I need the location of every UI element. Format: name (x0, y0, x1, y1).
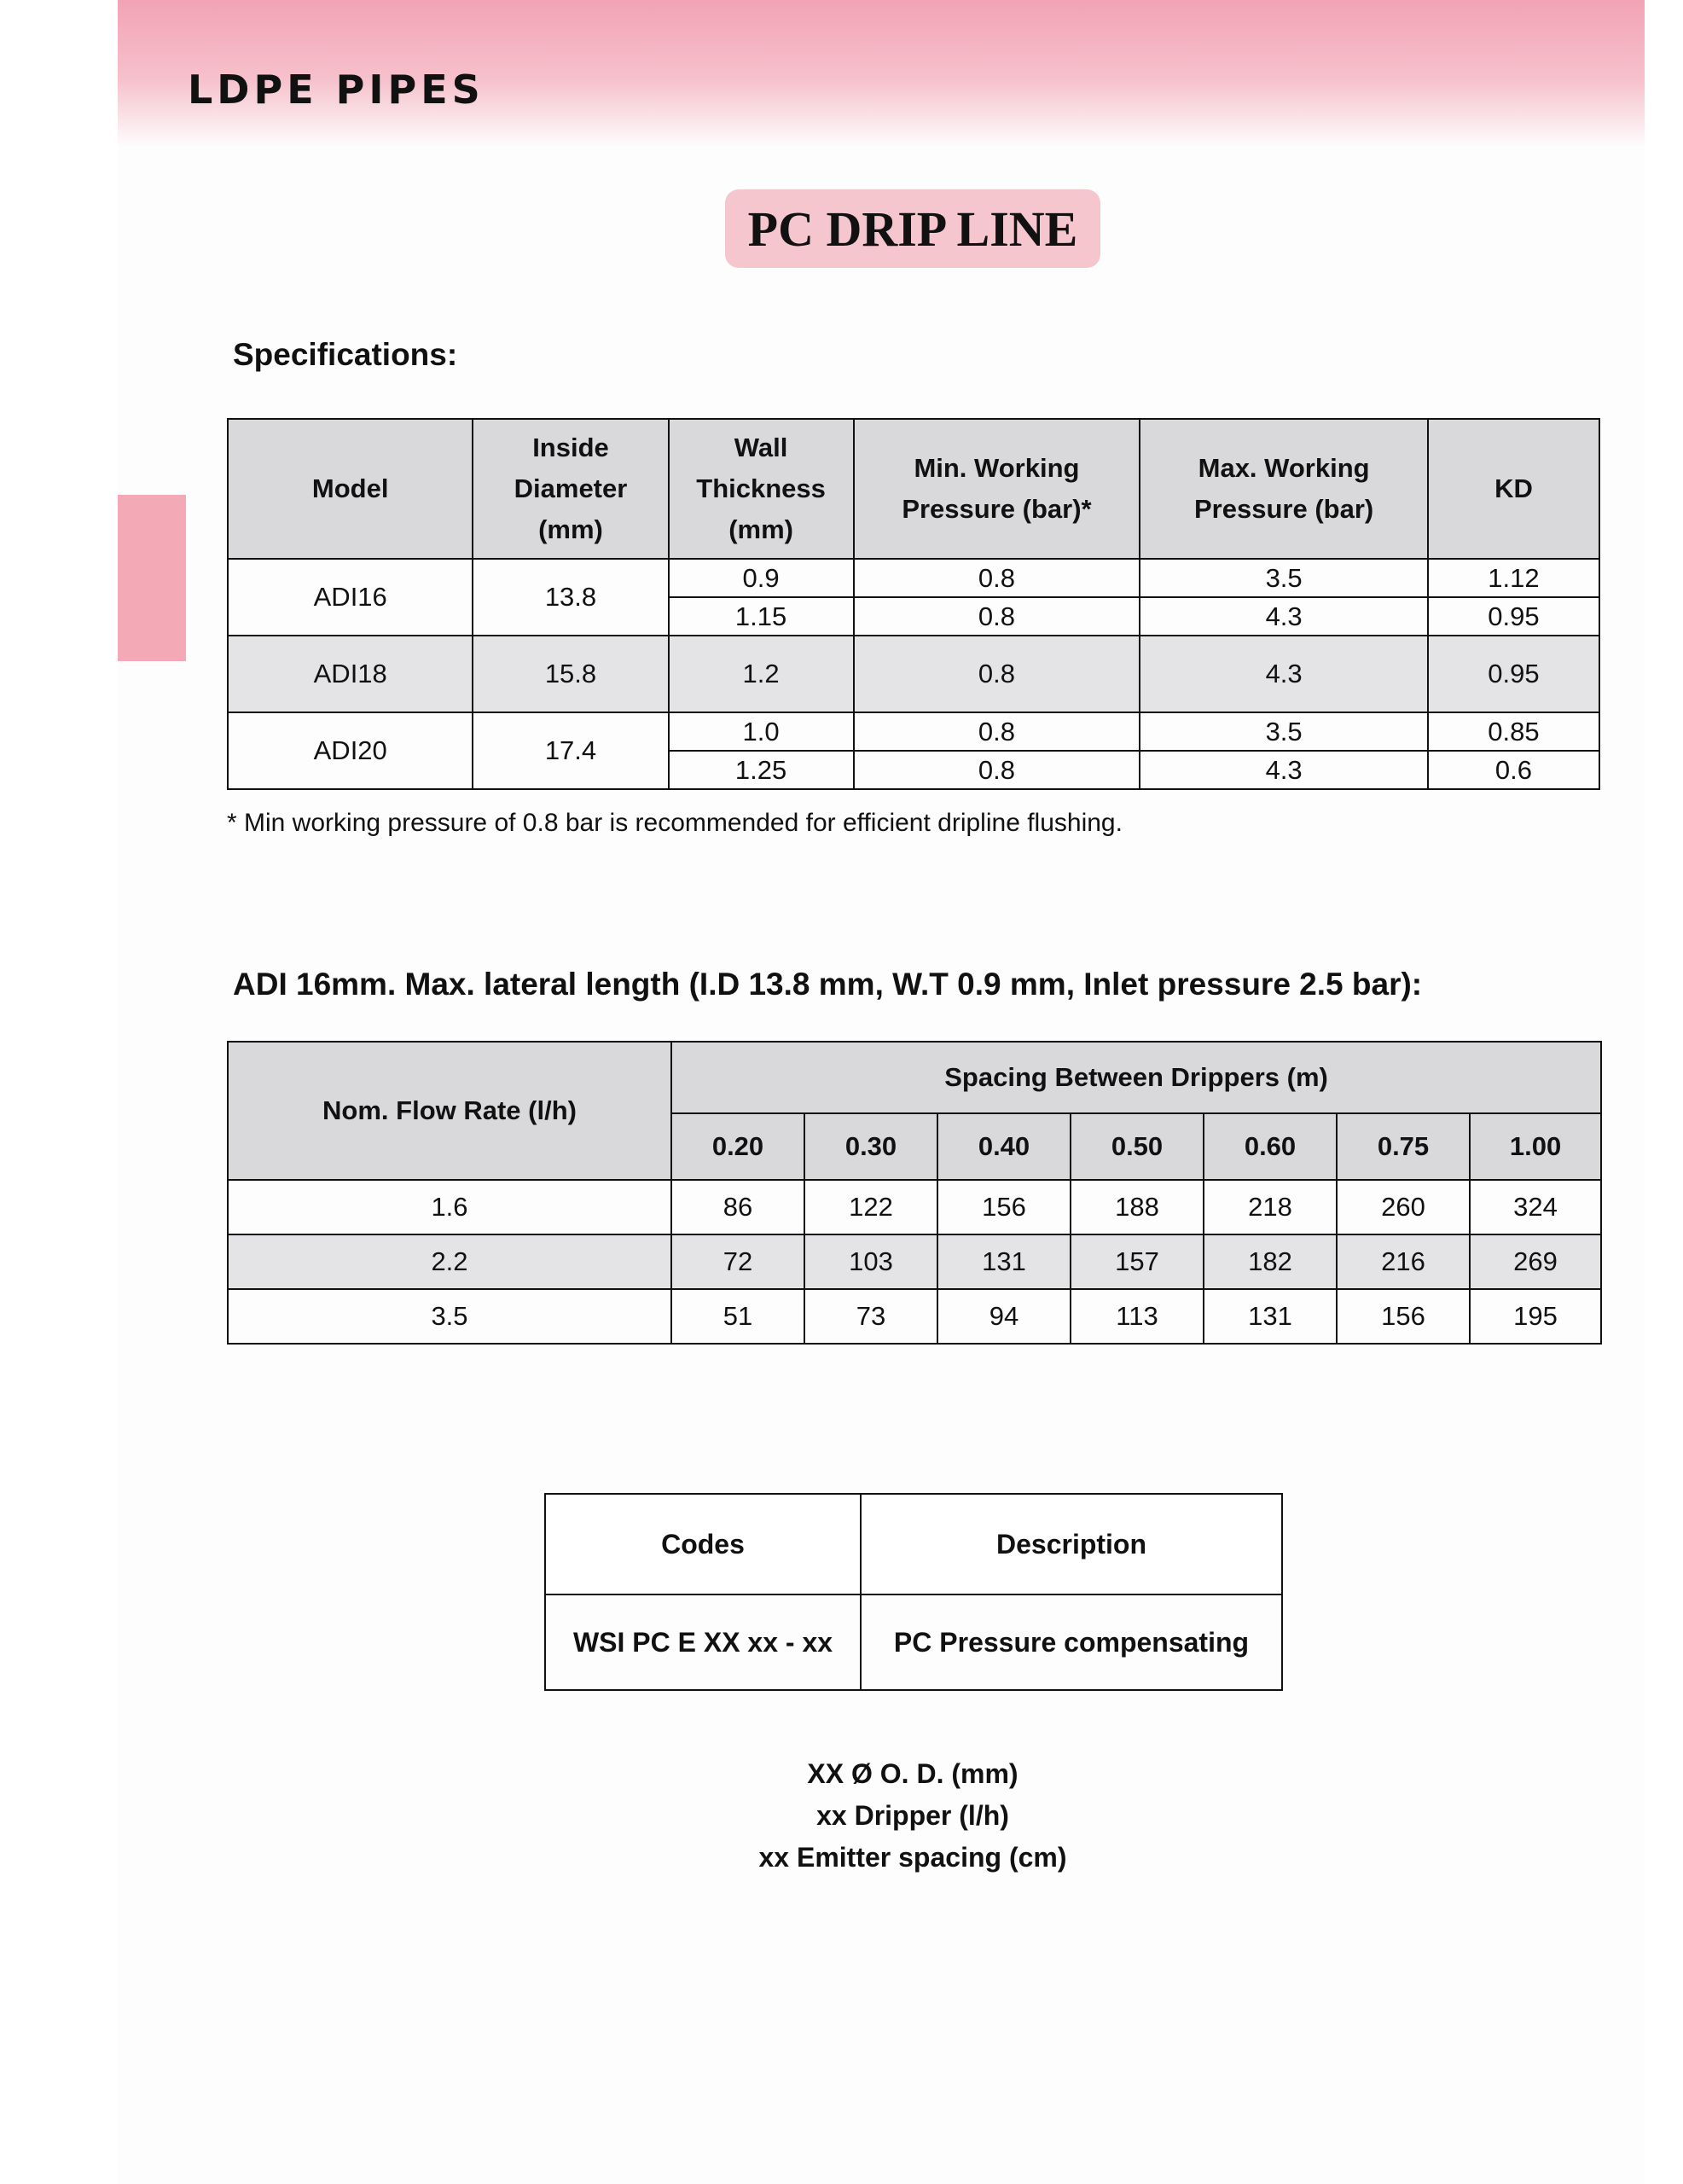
cell-kd: 0.85 (1428, 712, 1599, 751)
header-flow-rate: Nom. Flow Rate (l/h) (228, 1042, 671, 1180)
header-description: Description (861, 1494, 1282, 1594)
spec-row (228, 636, 1599, 712)
lateral-row (228, 1289, 1601, 1344)
header-min-pressure (854, 419, 1140, 559)
cell-length: 216 (1337, 1234, 1470, 1289)
header-spacing-value: 0.30 (804, 1113, 937, 1180)
cell-model: ADI20 (228, 712, 473, 789)
cell-length: 195 (1470, 1289, 1601, 1344)
header-spacing-value: 1.00 (1470, 1113, 1601, 1180)
side-color-tab (118, 495, 186, 661)
cell-length: 72 (671, 1234, 804, 1289)
header-max-pressure (1140, 419, 1428, 559)
lateral-length-table (227, 1041, 1602, 1345)
lateral-row (228, 1234, 1601, 1289)
header-line: Wall (734, 433, 788, 462)
cell-min-pressure: 0.8 (854, 712, 1140, 751)
cell-length: 73 (804, 1289, 937, 1344)
header-title: LDPE PIPES (188, 67, 485, 113)
cell-min-pressure: 0.8 (854, 636, 1140, 712)
cell-max-pressure: 4.3 (1140, 751, 1428, 789)
cell-min-pressure: 0.8 (854, 597, 1140, 636)
cell-length: 51 (671, 1289, 804, 1344)
codes-row (545, 1594, 1282, 1690)
cell-flow-rate: 3.5 (228, 1289, 671, 1344)
cell-wall-thickness: 1.0 (669, 712, 854, 751)
cell-kd: 0.6 (1428, 751, 1599, 789)
cell-inside-diameter: 13.8 (473, 559, 668, 636)
cell-inside-diameter: 17.4 (473, 712, 668, 789)
code-legend-line: xx Dripper (l/h) (816, 1800, 1009, 1831)
cell-flow-rate: 1.6 (228, 1180, 671, 1234)
cell-wall-thickness: 1.25 (669, 751, 854, 789)
cell-length: 156 (1337, 1289, 1470, 1344)
lateral-heading: ADI 16mm. Max. lateral length (I.D 13.8 mm, W.T 0.9 mm, Inlet pressure 2.5 bar): (233, 967, 1423, 1002)
header-line: Diameter (514, 473, 628, 503)
header-line: Thickness (696, 473, 826, 503)
cell-length: 188 (1071, 1180, 1204, 1234)
cell-kd: 0.95 (1428, 597, 1599, 636)
cell-max-pressure: 4.3 (1140, 636, 1428, 712)
cell-wall-thickness: 1.15 (669, 597, 854, 636)
header-spacing-value: 0.60 (1204, 1113, 1337, 1180)
cell-length: 156 (937, 1180, 1071, 1234)
code-legend (682, 1753, 1143, 1879)
header-codes: Codes (545, 1494, 861, 1594)
header-spacing-value: 0.75 (1337, 1113, 1470, 1180)
header-line: Max. Working (1198, 453, 1370, 483)
cell-max-pressure: 3.5 (1140, 559, 1428, 597)
header-line: Inside (532, 433, 609, 462)
header-line: (mm) (728, 514, 793, 544)
spec-header-row (228, 419, 1599, 559)
specifications-table (227, 418, 1600, 790)
cell-max-pressure: 4.3 (1140, 597, 1428, 636)
cell-min-pressure: 0.8 (854, 559, 1140, 597)
header-spacing-value: 0.40 (937, 1113, 1071, 1180)
cell-length: 269 (1470, 1234, 1601, 1289)
codes-table (544, 1493, 1283, 1691)
spec-row (228, 559, 1599, 597)
cell-length: 122 (804, 1180, 937, 1234)
cell-model: ADI18 (228, 636, 473, 712)
cell-length: 103 (804, 1234, 937, 1289)
header-line: Min. Working (914, 453, 1080, 483)
header-line: Pressure (bar) (1194, 494, 1374, 524)
lateral-header-row (228, 1042, 1601, 1113)
header-line: Pressure (bar)* (902, 494, 1092, 524)
cell-max-pressure: 3.5 (1140, 712, 1428, 751)
header-spacing-value: 0.20 (671, 1113, 804, 1180)
header-line: (mm) (538, 514, 603, 544)
cell-length: 157 (1071, 1234, 1204, 1289)
header-spacing-value: 0.50 (1071, 1113, 1204, 1180)
product-title: PC DRIP LINE (747, 200, 1078, 257)
cell-length: 182 (1204, 1234, 1337, 1289)
spec-row (228, 712, 1599, 751)
cell-description: PC Pressure compensating (861, 1594, 1282, 1690)
cell-length: 94 (937, 1289, 1071, 1344)
cell-length: 218 (1204, 1180, 1337, 1234)
code-legend-line: xx Emitter spacing (cm) (758, 1842, 1067, 1873)
header-wall-thickness (669, 419, 854, 559)
cell-inside-diameter: 15.8 (473, 636, 668, 712)
cell-min-pressure: 0.8 (854, 751, 1140, 789)
header-kd: KD (1428, 419, 1599, 559)
product-title-pill (725, 189, 1100, 268)
lateral-row (228, 1180, 1601, 1234)
specifications-footnote: * Min working pressure of 0.8 bar is recommended for efficient dripline flushing. (227, 809, 1123, 837)
cell-length: 86 (671, 1180, 804, 1234)
cell-length: 131 (937, 1234, 1071, 1289)
code-legend-line: XX Ø O. D. (mm) (807, 1758, 1019, 1789)
codes-header-row (545, 1494, 1282, 1594)
header-inside-diameter (473, 419, 668, 559)
cell-flow-rate: 2.2 (228, 1234, 671, 1289)
cell-wall-thickness: 1.2 (669, 636, 854, 712)
cell-length: 113 (1071, 1289, 1204, 1344)
specifications-heading: Specifications: (233, 337, 458, 372)
cell-length: 324 (1470, 1180, 1601, 1234)
cell-length: 260 (1337, 1180, 1470, 1234)
cell-length: 131 (1204, 1289, 1337, 1344)
header-spacing: Spacing Between Drippers (m) (671, 1042, 1601, 1113)
cell-model: ADI16 (228, 559, 473, 636)
cell-code: WSI PC E XX xx - xx (545, 1594, 861, 1690)
cell-kd: 0.95 (1428, 636, 1599, 712)
cell-wall-thickness: 0.9 (669, 559, 854, 597)
cell-kd: 1.12 (1428, 559, 1599, 597)
header-model: Model (228, 419, 473, 559)
